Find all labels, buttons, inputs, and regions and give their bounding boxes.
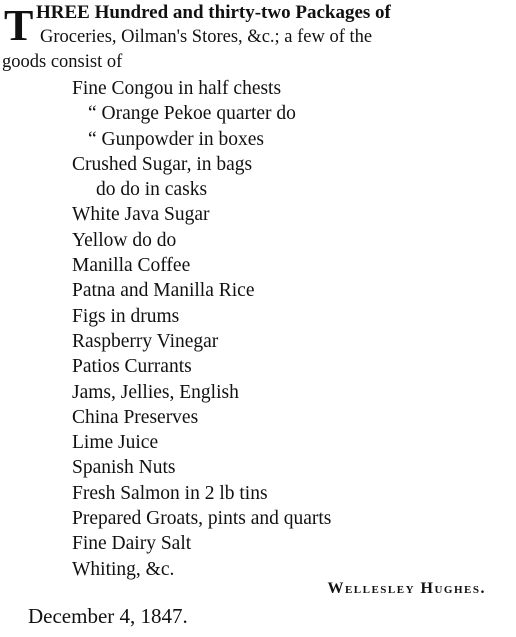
list-item: Patna and Manilla Rice bbox=[72, 280, 255, 302]
intro-line-2: Groceries, Oilman's Stores, &c.; a few of the bbox=[40, 27, 373, 47]
list-item: Whiting, &c. bbox=[72, 558, 175, 580]
list-item: Fine Congou in half chests bbox=[72, 78, 282, 99]
list-item: Crushed Sugar, in bags bbox=[72, 153, 253, 175]
list-item: Lime Juice bbox=[72, 432, 159, 454]
list-item: Jams, Jellies, English bbox=[72, 381, 239, 403]
list-item: do do in casks bbox=[96, 179, 208, 201]
goods-list bbox=[0, 76, 516, 582]
signature: Wellesley Hughes. bbox=[327, 580, 486, 597]
list-item: China Preserves bbox=[72, 406, 199, 428]
list-item: “ Gunpowder in boxes bbox=[88, 128, 265, 150]
list-item: Spanish Nuts bbox=[72, 457, 176, 479]
list-item: Figs in drums bbox=[72, 305, 180, 327]
list-item: Fine Dairy Salt bbox=[72, 533, 192, 555]
intro-line-3: goods consist of bbox=[2, 52, 123, 72]
intro-line-1: HREE Hundred and thirty-two Packages of bbox=[36, 2, 391, 23]
list-item: Prepared Groats, pints and quarts bbox=[72, 508, 332, 530]
drop-cap: T bbox=[4, 1, 34, 50]
list-item: Manilla Coffee bbox=[72, 255, 191, 277]
list-item: Yellow do do bbox=[72, 229, 177, 251]
list-item: “ Orange Pekoe quarter do bbox=[88, 103, 296, 125]
list-item: Patios Currants bbox=[72, 356, 192, 378]
date-line: December 4, 1847. bbox=[28, 604, 188, 628]
list-item: Raspberry Vinegar bbox=[72, 330, 219, 352]
list-item: White Java Sugar bbox=[72, 204, 210, 226]
list-item: Fresh Salmon in 2 lb tins bbox=[72, 482, 268, 504]
